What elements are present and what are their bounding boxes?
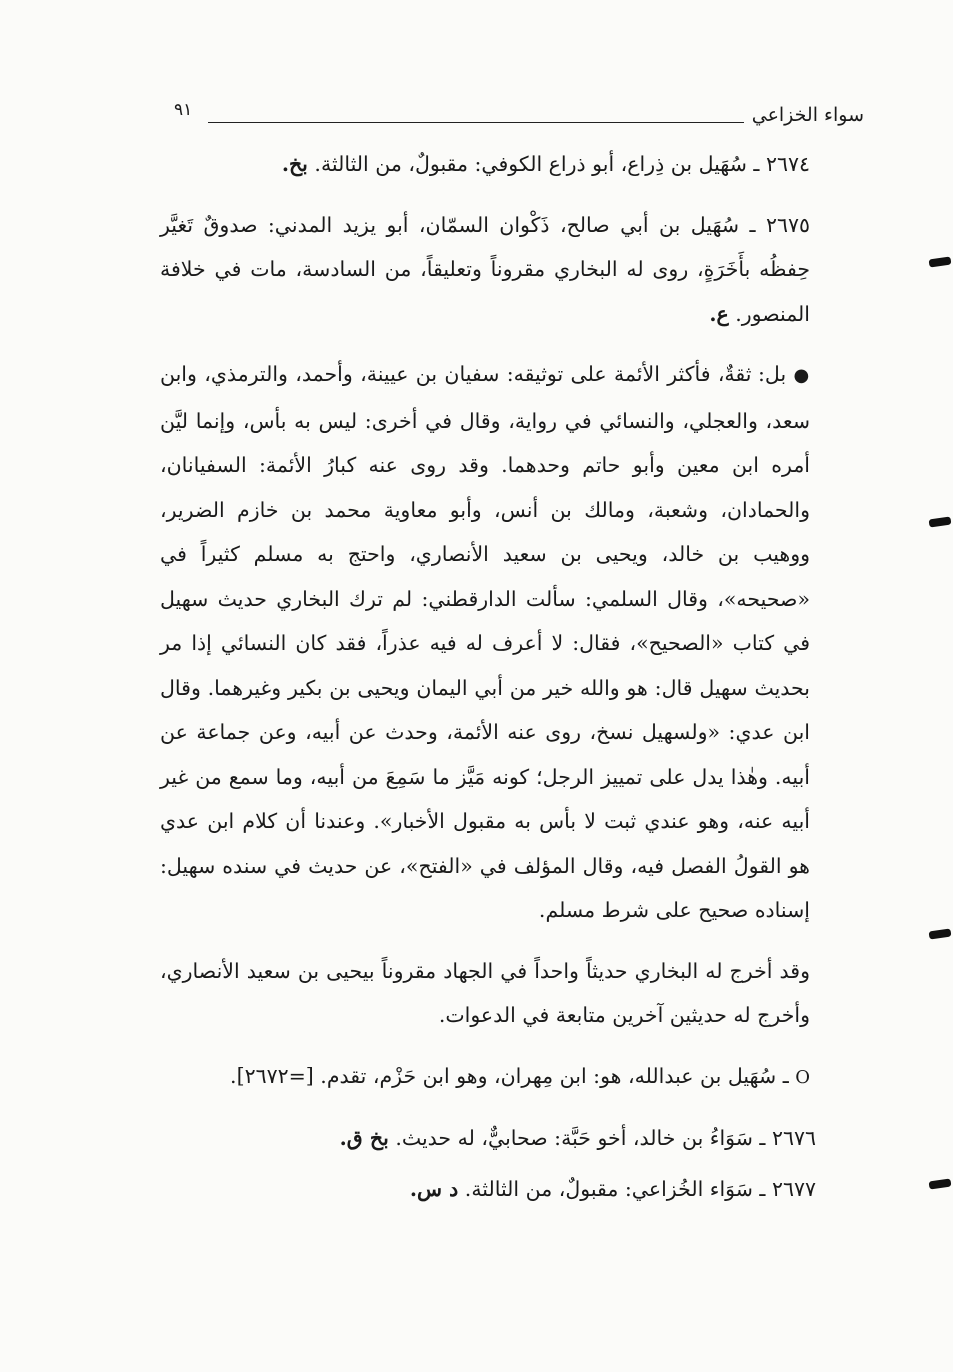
entry-reference-code: بخ ق. (339, 1126, 389, 1150)
entry-text: ٢٦٧٧ ـ سَوَاء الخُزاعي: مقبولٌ، من الثالثة. (464, 1176, 816, 1201)
page-body (160, 142, 866, 1217)
circle-icon: O (795, 1066, 810, 1088)
note-text: وقد أخرج له البخاري حديثاً واحداً في الجهاد مقروناً بيحيى بن سعيد الأنصاري، وأخرج له حديثين آخرين متابعة في الدعوات. (160, 958, 810, 1027)
entry-2676 (160, 1116, 866, 1161)
entry-text: ٢٦٧٥ ـ سُهَيل بن أبي صالح، ذَكْوان السمّان، أبو يزيد المدني: صدوقٌ تَغيَّر حِفظُه بأَخَرَةٍ، روى له البخاري مقروناً وتعليقاً، من السادسة، مات في خلافة المنصور. (160, 212, 810, 326)
cross-reference-entry (160, 1054, 866, 1101)
entry-2677 (160, 1167, 866, 1212)
entry-reference-code: د س. (409, 1176, 459, 1201)
scan-mark (929, 257, 952, 268)
page-number: ٩١ (174, 100, 193, 120)
entry-2674 (160, 142, 866, 187)
running-title: سواء الخزاعي (751, 104, 864, 126)
commentary-note (160, 949, 866, 1038)
scan-edge-marks (923, 0, 953, 1372)
entry-2675 (160, 203, 866, 337)
page-header (168, 100, 864, 132)
scan-mark (929, 1179, 952, 1190)
header-rule (208, 122, 744, 123)
scan-mark (929, 517, 952, 528)
bullet-icon: ● (793, 365, 810, 386)
entry-text: ٢٦٧٦ ـ سَوَاءُ بن خالد، أخو حَبَّة: صحابيٌّ، له حديث. (395, 1126, 816, 1150)
entry-reference-code: بخ. (281, 152, 308, 176)
commentary-text: بل: ثقةٌ، فأكثر الأئمة على توثيقه: سفيان بن عيينة، وأحمد، والترمذي، وابن سعد، والعجلي، والنسائي في رواية، وقال في أخرى: ليس به بأس، وإنما ليَّن أمره ابن معين وأبو حاتم وحدهما. وقد روى عنه كبارُ الأئمة: السفيانان، والحمادان، وشعبة، ومالك بن أنس، وأبو معاوية محمد بن خازم الضرير، ووهيب بن خالد، ويحيى بن سعيد الأنصاري، واحتج به مسلم كثيراً في «صحيحه»، وقال السلمي: سألت الدارقطني: لم ترك البخاري حديث سهيل في كتاب «الصحيح»، فقال: لا أعرف له فيه عذراً، فقد كان النسائي إذا مر بحديث سهيل قال: هو والله خير من أبي اليمان ويحيى بن بكير وغيرهما. وقال ابن عدي: «ولسهيل نسخ، روى عنه الأئمة، وحدث عن أبيه، وعن جماعة عن أبيه. وهٰذا يدل على تمييز الرجل؛ كونه مَيَّز ما سَمِعَ من أبيه، وما سمع من غير أبيه عنه، وهو عندي ثبت لا بأس به مقبول الأخبار». وعندنا أن كلام ابن عدي هو القولُ الفصل فيه، وقال المؤلف في «الفتح»، عن حديث في سنده سهيل: إسناده صحيح على شرط مسلم. (160, 362, 810, 922)
commentary-paragraph (160, 352, 866, 933)
cross-reference-text: ـ سُهَيل بن عبدالله، هو: ابن مِهران، وهو ابن حَزْم، تقدم. [=٢٦٧٢]. (230, 1063, 789, 1088)
entry-reference-code: ع. (709, 301, 729, 326)
entry-text: ٢٦٧٤ ـ سُهَيل بن ذِراع، أبو ذراع الكوفي: مقبولٌ، من الثالثة. (314, 152, 810, 176)
scan-mark (929, 929, 952, 940)
